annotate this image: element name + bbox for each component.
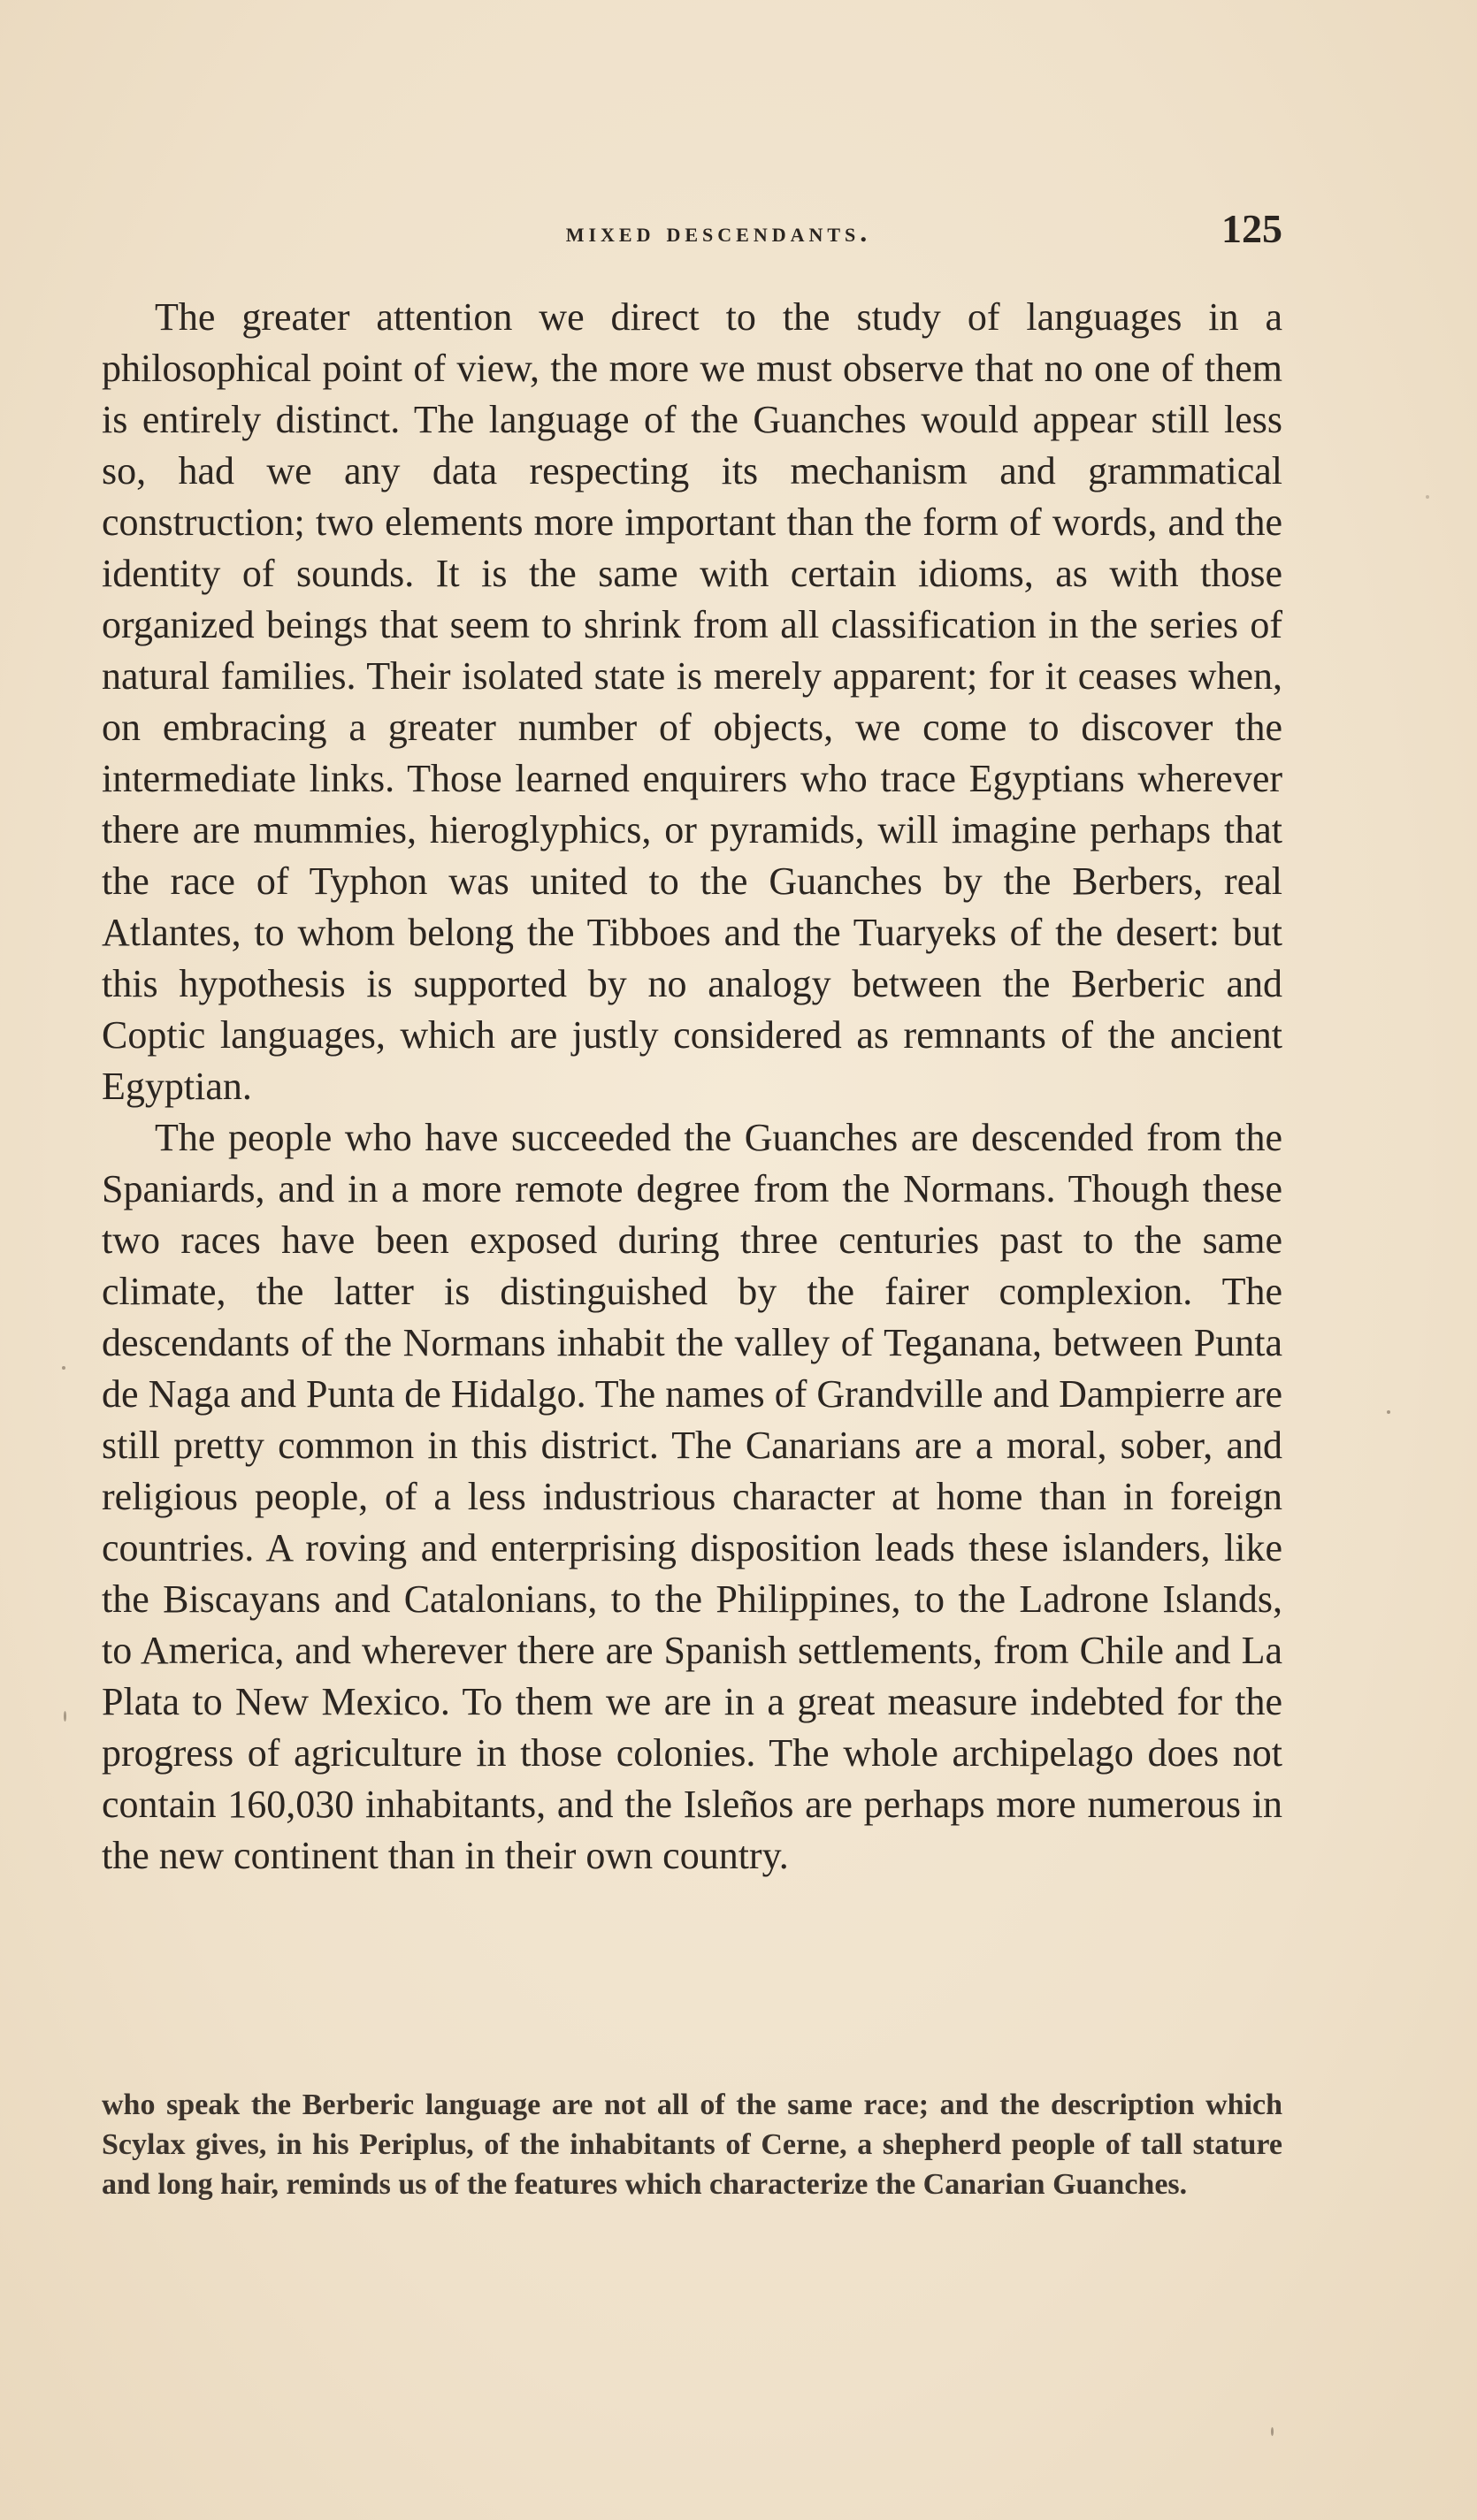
footnote: who speak the Berberic language are not all of the same race; and the description which Scylax gives, in his Periplus, of the inhabitants of Cerne, a shepherd people of tall stature and long hair, reminds us of the features which characterize the Canarian Guanches.: [102, 2089, 1282, 2201]
paper-speck: [62, 1366, 65, 1370]
paragraph-descendants: The people who have succeeded the Guanches are descended from the Spaniards, and in a more remote degree from the Normans. Though these two races have been exposed during three centuries past to the same climate, the latter is distinguished by the fairer complexion. The descendants of the Normans inhabit the valley of Teganana, between Punta de Naga and Punta de Hidalgo. The names of Grandville and Dampierre are still pretty common in this district. The Canarians are a moral, sober, and religious people, of a less industrious character at home than in foreign countries. A roving and enterprising disposition leads these islanders, like the Biscayans and Catalonians, to the Philippines, to the Ladrone Islands, to America, and wherever there are Spanish settlements, from Chile and La Plata to New Mexico. To them we are in a great measure indebted for the progress of agriculture in those colonies. The whole archipelago does not contain 160,030 inhabitants, and the Isleños are perhaps more numerous in the new continent than in their own country.: [102, 1116, 1282, 1877]
main-text: [102, 292, 1282, 1882]
paper-speck: [64, 1711, 66, 1722]
running-head: mixed descendants.: [565, 216, 872, 248]
page-number: 125: [1221, 206, 1282, 251]
paper-speck: [1387, 1410, 1390, 1414]
paper-speck: [1426, 495, 1429, 499]
page-header: [155, 205, 1282, 267]
paragraph-languages: The greater attention we direct to the study of languages in a philosophical point of view, the more we must observe that no one of them is entirely distinct. The language of the Guanches would appear still less so, had we any data respecting its mechanism and grammatical construction; two elements more important than the form of words, and the identity of sounds. It is the same with certain idioms, as with those organized beings that seem to shrink from all classification in the series of natural families. Their isolated state is merely apparent; for it ceases when, on embracing a greater number of objects, we come to discover the intermediate links. Those learned enquirers who trace Egyptians wherever there are mummies, hieroglyphics, or pyramids, will imagine perhaps that the race of Typhon was united to the Guanches by the Berbers, real Atlantes, to whom belong the Tibboes and the Tuaryeks of the desert: but this hypothesis is supported by no analogy between the Berberic and Coptic languages, which are justly considered as remnants of the ancient Egyptian.: [102, 295, 1282, 1108]
paper-speck: [1271, 2427, 1274, 2436]
